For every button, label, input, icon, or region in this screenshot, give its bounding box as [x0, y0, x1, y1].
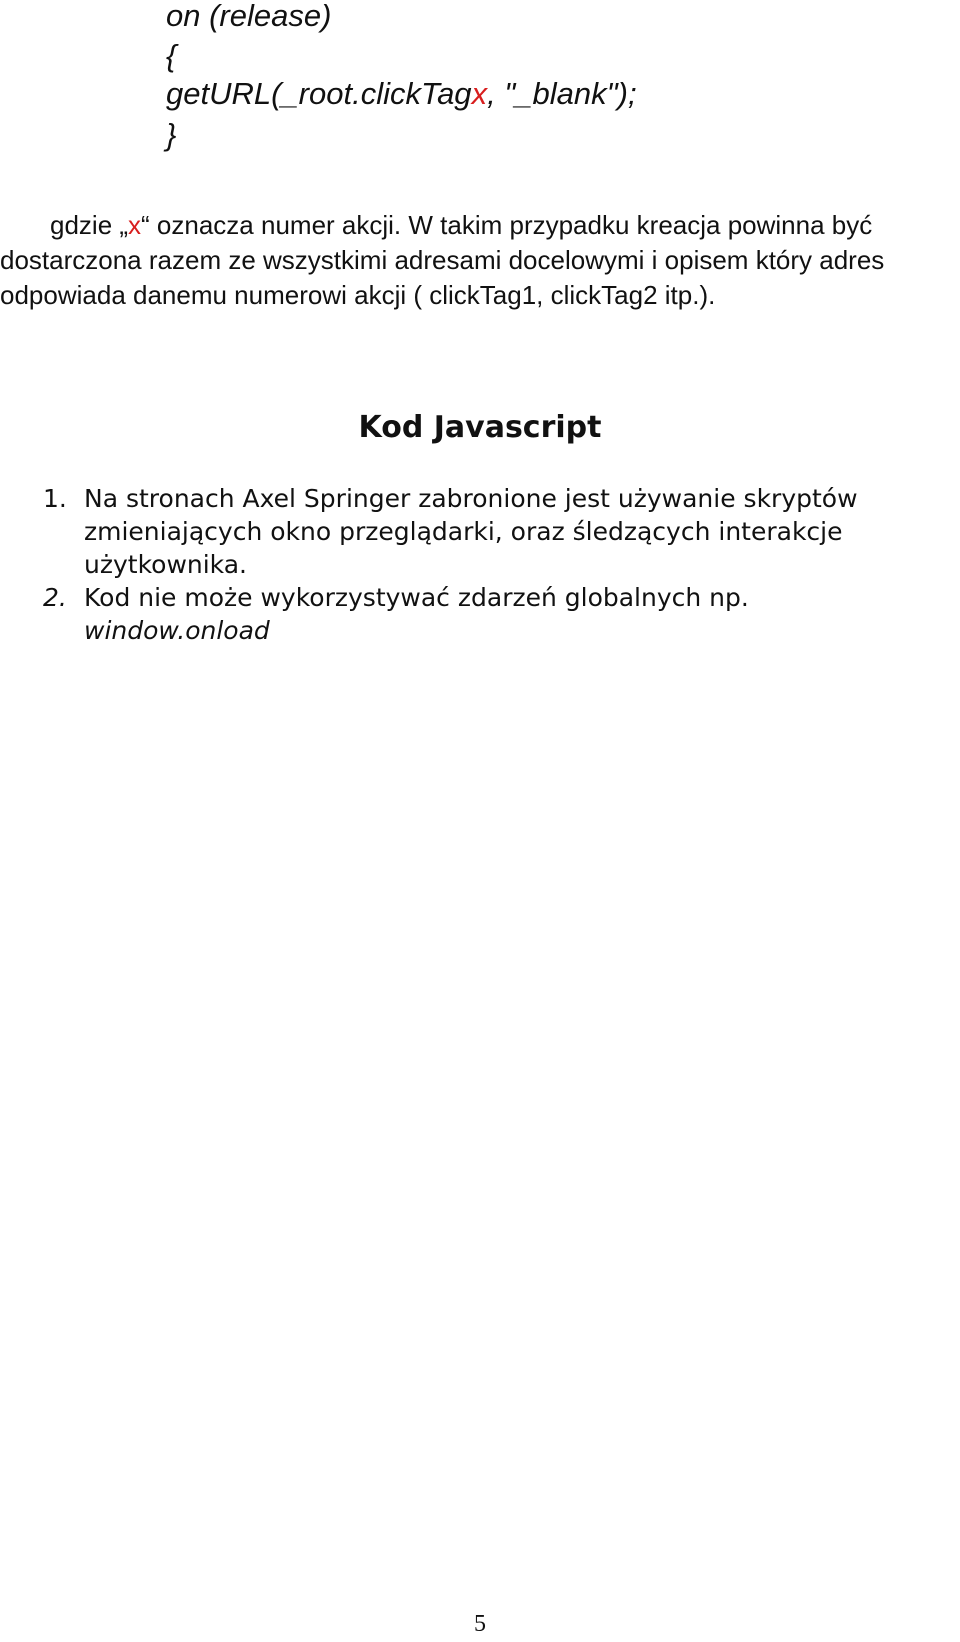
list-item [0, 581, 960, 647]
list-text: Kod nie może wykorzystywać zdarzeń globalnych np. [84, 583, 749, 612]
code-text: , "_blank"); [487, 76, 637, 111]
code-variable: x [471, 76, 488, 111]
rules-list [0, 482, 960, 647]
code-line [166, 78, 637, 109]
paragraph-text: “ oznacza numer akcji. W takim przypadku kreacja powinna być dostarczona razem ze wszystkimi adresami docelowymi i opisem który adres odpowiada danemu numerowi akcji ( clickTag1, clickTag2 itp.). [0, 210, 885, 310]
description-paragraph [0, 208, 930, 313]
code-line: on (release) [166, 0, 332, 33]
paragraph-variable: x [128, 210, 142, 240]
list-item [0, 482, 960, 581]
code-line: { [166, 38, 177, 73]
list-text: Na stronach Axel Springer zabronione jest używanie skryptów zmieniających okno przeglądarki, oraz śledzących interakcje użytkownika. [84, 484, 858, 579]
code-text: getURL(_root.clickTag [166, 76, 472, 111]
paragraph-text: gdzie „ [50, 210, 129, 240]
code-line: } [166, 117, 177, 152]
section-heading: Kod Javascript [358, 410, 602, 445]
page-number: 5 [474, 1611, 486, 1637]
list-number: 2. [43, 583, 67, 612]
code-reference: window.onload [84, 616, 270, 645]
list-number: 1. [43, 484, 67, 513]
